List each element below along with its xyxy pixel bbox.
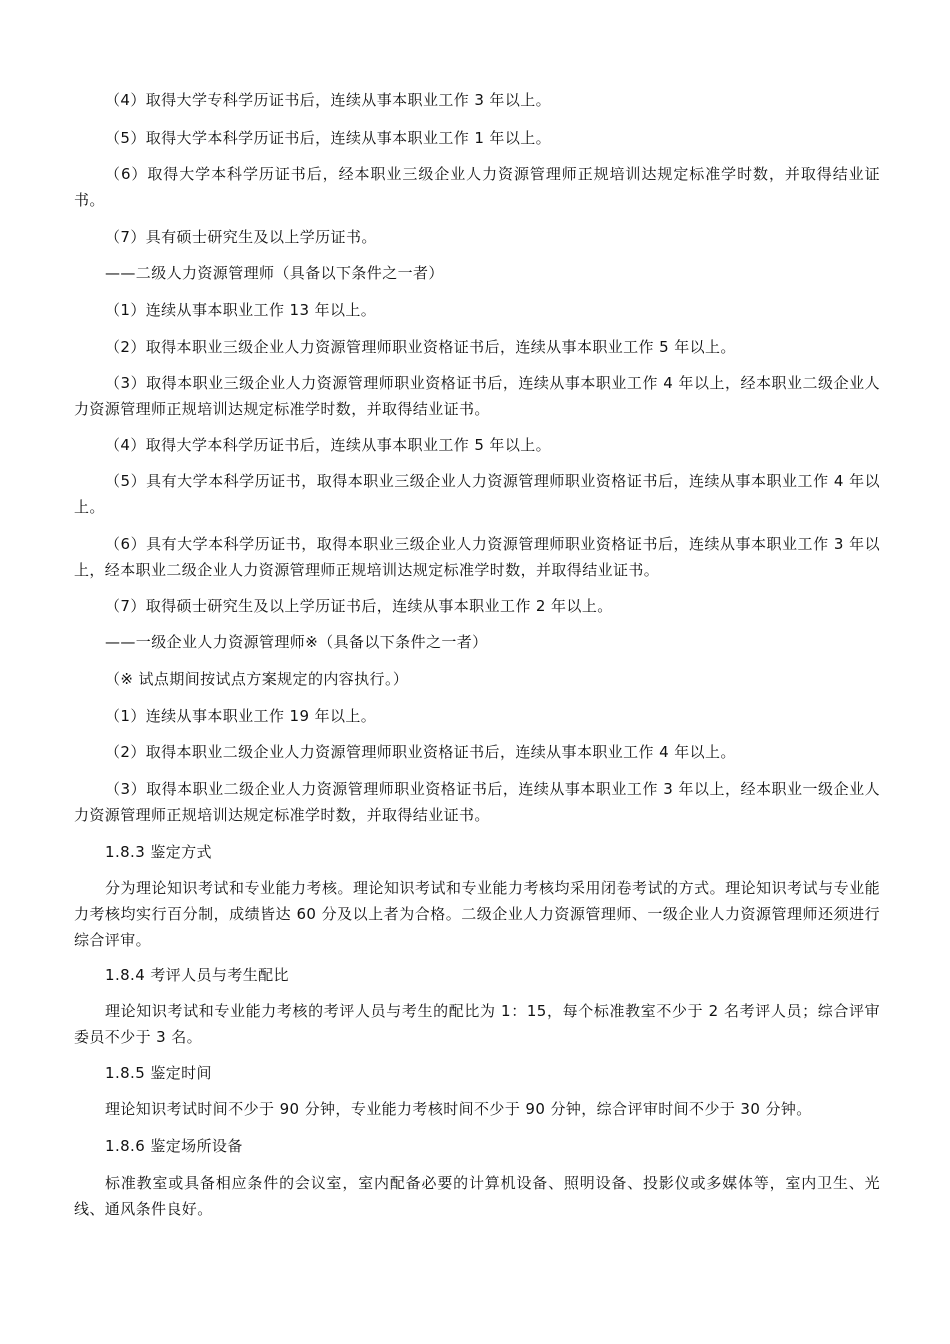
heading-1-8-3-assessment-method: 1.8.3 鉴定方式 (105, 843, 212, 861)
paragraph-assessment-method: 分为理论知识考试和专业能力考核。理论知识考试和专业能力考核均采用闭卷考试的方式。理论知识考试与专业能力考核均实行百分制，成绩皆达 60 分及以上者为合格。二级企业人力资源管理师、一级企业人力资源管理师还须进行综合评审。 (74, 879, 880, 949)
paragraph-condition-5-bachelor: （5）取得大学本科学历证书后，连续从事本职业工作 1 年以上。 (105, 129, 552, 147)
paragraph-level2-condition-6: （6）具有大学本科学历证书，取得本职业三级企业人力资源管理师职业资格证书后，连续从事本职业工作 3 年以上，经本职业二级企业人力资源管理师正规培训达规定标准学时数，并取得结业证书。 (74, 535, 880, 579)
heading-1-8-6-venue-equipment: 1.8.6 鉴定场所设备 (105, 1137, 243, 1155)
paragraph-level2-condition-2: （2）取得本职业三级企业人力资源管理师职业资格证书后，连续从事本职业工作 5 年以上。 (105, 338, 736, 356)
section-level-2-intro: ——二级人力资源管理师（具备以下条件之一者） (105, 264, 444, 282)
paragraph-assessment-time: 理论知识考试时间不少于 90 分钟，专业能力考核时间不少于 90 分钟，综合评审时间不少于 30 分钟。 (105, 1100, 812, 1118)
paragraph-condition-6-bachelor-training: （6）取得大学本科学历证书后，经本职业三级企业人力资源管理师正规培训达规定标准学时数，并取得结业证书。 (74, 165, 880, 209)
paragraph-level1-condition-3: （3）取得本职业二级企业人力资源管理师职业资格证书后，连续从事本职业工作 3 年以上，经本职业一级企业人力资源管理师正规培训达规定标准学时数，并取得结业证书。 (74, 780, 880, 824)
paragraph-examiner-ratio: 理论知识考试和专业能力考核的考评人员与考生的配比为 1：15，每个标准教室不少于 2 名考评人员；综合评审委员不少于 3 名。 (74, 1002, 880, 1046)
paragraph-venue-equipment: 标准教室或具备相应条件的会议室，室内配备必要的计算机设备、照明设备、投影仪或多媒体等，室内卫生、光线、通风条件良好。 (74, 1174, 880, 1218)
paragraph-level2-condition-1: （1）连续从事本职业工作 13 年以上。 (105, 301, 377, 319)
heading-1-8-5-assessment-time: 1.8.5 鉴定时间 (105, 1064, 212, 1082)
paragraph-level2-condition-7: （7）取得硕士研究生及以上学历证书后，连续从事本职业工作 2 年以上。 (105, 597, 613, 615)
paragraph-level2-condition-5: （5）具有大学本科学历证书，取得本职业三级企业人力资源管理师职业资格证书后，连续从事本职业工作 4 年以上。 (74, 472, 880, 516)
paragraph-condition-4-junior-college: （4）取得大学专科学历证书后，连续从事本职业工作 3 年以上。 (105, 91, 552, 109)
paragraph-level2-condition-3: （3）取得本职业三级企业人力资源管理师职业资格证书后，连续从事本职业工作 4 年以上，经本职业二级企业人力资源管理师正规培训达规定标准学时数，并取得结业证书。 (74, 374, 880, 418)
section-level-1-intro: ——一级企业人力资源管理师※（具备以下条件之一者） (105, 633, 488, 651)
paragraph-level1-condition-1: （1）连续从事本职业工作 19 年以上。 (105, 707, 377, 725)
paragraph-condition-7-master: （7）具有硕士研究生及以上学历证书。 (105, 228, 377, 246)
paragraph-pilot-note: （※ 试点期间按试点方案规定的内容执行。） (105, 670, 409, 688)
paragraph-level1-condition-2: （2）取得本职业二级企业人力资源管理师职业资格证书后，连续从事本职业工作 4 年以上。 (105, 743, 736, 761)
heading-1-8-4-examiner-ratio: 1.8.4 考评人员与考生配比 (105, 966, 289, 984)
paragraph-level2-condition-4: （4）取得大学本科学历证书后，连续从事本职业工作 5 年以上。 (105, 436, 552, 454)
